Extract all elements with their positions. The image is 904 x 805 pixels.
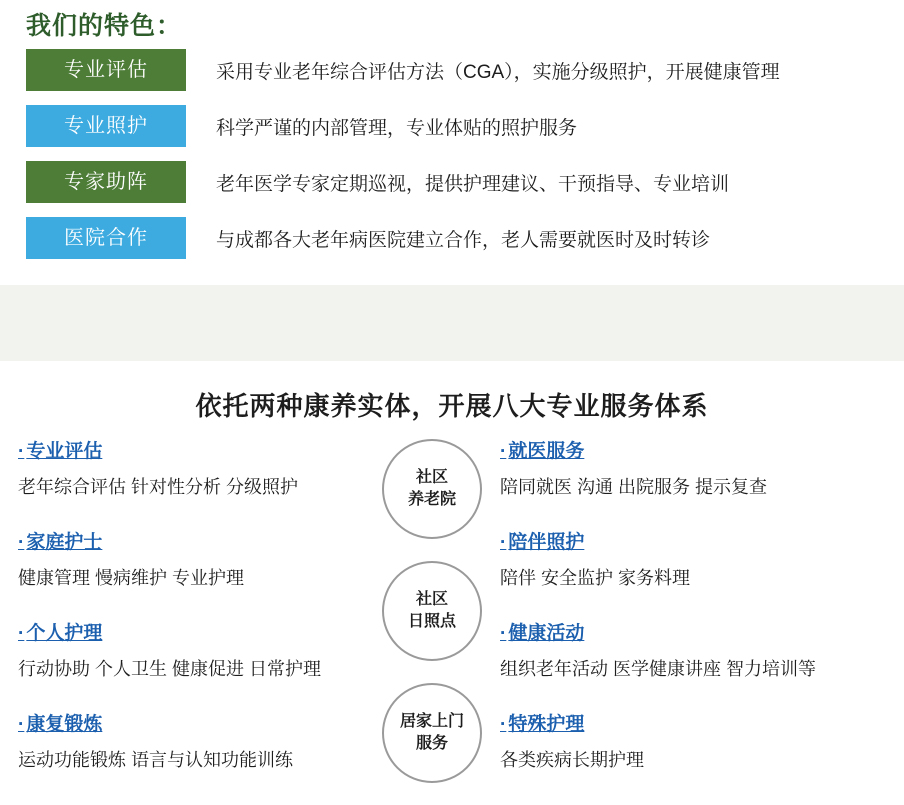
- entity-circle-line1: 社区: [415, 591, 448, 609]
- service-heading: [500, 436, 840, 463]
- feature-description: 科学严谨的内部管理，专业体贴的照护服务: [216, 117, 578, 139]
- entity-circle-line1: 社区: [415, 469, 448, 487]
- entity-circle: [382, 561, 482, 661]
- service-heading: [18, 436, 358, 463]
- feature-row: [26, 160, 876, 204]
- feature-tag: 医院合作: [26, 217, 186, 259]
- section-divider: [0, 285, 904, 361]
- bullet-icon: ·: [500, 441, 507, 462]
- service-heading-label: 专业评估: [26, 441, 103, 462]
- feature-tag: 专业照护: [26, 105, 186, 147]
- bullet-icon: ·: [500, 532, 507, 553]
- entity-circle: [382, 439, 482, 539]
- service-body: 陪同就医 沟通 出院服务 提示复查: [500, 477, 768, 497]
- service-heading: [18, 527, 358, 554]
- service-body: 行动协助 个人卫生 健康促进 日常护理: [18, 659, 322, 679]
- bullet-icon: ·: [18, 441, 25, 462]
- services-section: [0, 361, 904, 782]
- service-heading: [500, 709, 840, 736]
- service-body: 组织老年活动 医学健康讲座 智力培训等: [500, 659, 817, 679]
- service-block: [500, 618, 840, 681]
- service-block: [500, 709, 840, 772]
- entity-circle: [382, 683, 482, 783]
- service-heading: [18, 709, 358, 736]
- services-title: 依托两种康养实体，开展八大专业服务体系: [195, 391, 709, 421]
- feature-description: 采用专业老年综合评估方法（CGA），实施分级照护，开展健康管理: [216, 61, 780, 83]
- service-heading: [500, 527, 840, 554]
- service-heading-label: 健康活动: [508, 623, 585, 644]
- entity-circles: [382, 439, 492, 805]
- service-heading-label: 家庭护士: [26, 532, 103, 553]
- service-block: [18, 709, 358, 772]
- service-heading-label: 就医服务: [508, 441, 585, 462]
- services-left-column: [18, 436, 358, 800]
- feature-row: [26, 216, 876, 260]
- bullet-icon: ·: [18, 714, 25, 735]
- feature-tag: 专业评估: [26, 49, 186, 91]
- service-body: 老年综合评估 针对性分析 分级照护: [18, 477, 299, 497]
- service-heading: [18, 618, 358, 645]
- service-block: [500, 436, 840, 499]
- service-heading: [500, 618, 840, 645]
- service-heading-label: 康复锻炼: [26, 714, 103, 735]
- service-heading-label: 个人护理: [26, 623, 103, 644]
- entity-circle-line2: 养老院: [407, 491, 456, 508]
- bullet-icon: ·: [500, 623, 507, 644]
- feature-description: 与成都各大老年病医院建立合作，老人需要就医时及时转诊: [216, 229, 711, 251]
- features-section: [0, 0, 904, 300]
- services-right-column: [500, 436, 840, 800]
- service-block: [18, 618, 358, 681]
- bullet-icon: ·: [18, 532, 25, 553]
- feature-row: [26, 104, 876, 148]
- service-heading-label: 陪伴照护: [508, 532, 585, 553]
- features-title: 我们的特色：: [26, 12, 183, 40]
- feature-tag: 专家助阵: [26, 161, 186, 203]
- service-block: [18, 436, 358, 499]
- service-body: 健康管理 慢病维护 专业护理: [18, 568, 245, 588]
- service-heading-label: 特殊护理: [508, 714, 585, 735]
- service-body: 各类疾病长期护理: [500, 750, 644, 770]
- bullet-icon: ·: [18, 623, 25, 644]
- bullet-icon: ·: [500, 714, 507, 735]
- service-block: [500, 527, 840, 590]
- feature-description: 老年医学专家定期巡视，提供护理建议、干预指导、专业培训: [216, 173, 730, 195]
- entity-circle-line1: 居家上门: [399, 713, 464, 731]
- entity-circle-line2: 服务: [415, 735, 448, 752]
- service-block: [18, 527, 358, 590]
- entity-circle-line2: 日照点: [407, 613, 456, 630]
- service-body: 陪伴 安全监护 家务料理: [500, 568, 691, 588]
- feature-row: [26, 48, 876, 92]
- service-body: 运动功能锻炼 语言与认知功能训练: [18, 750, 293, 770]
